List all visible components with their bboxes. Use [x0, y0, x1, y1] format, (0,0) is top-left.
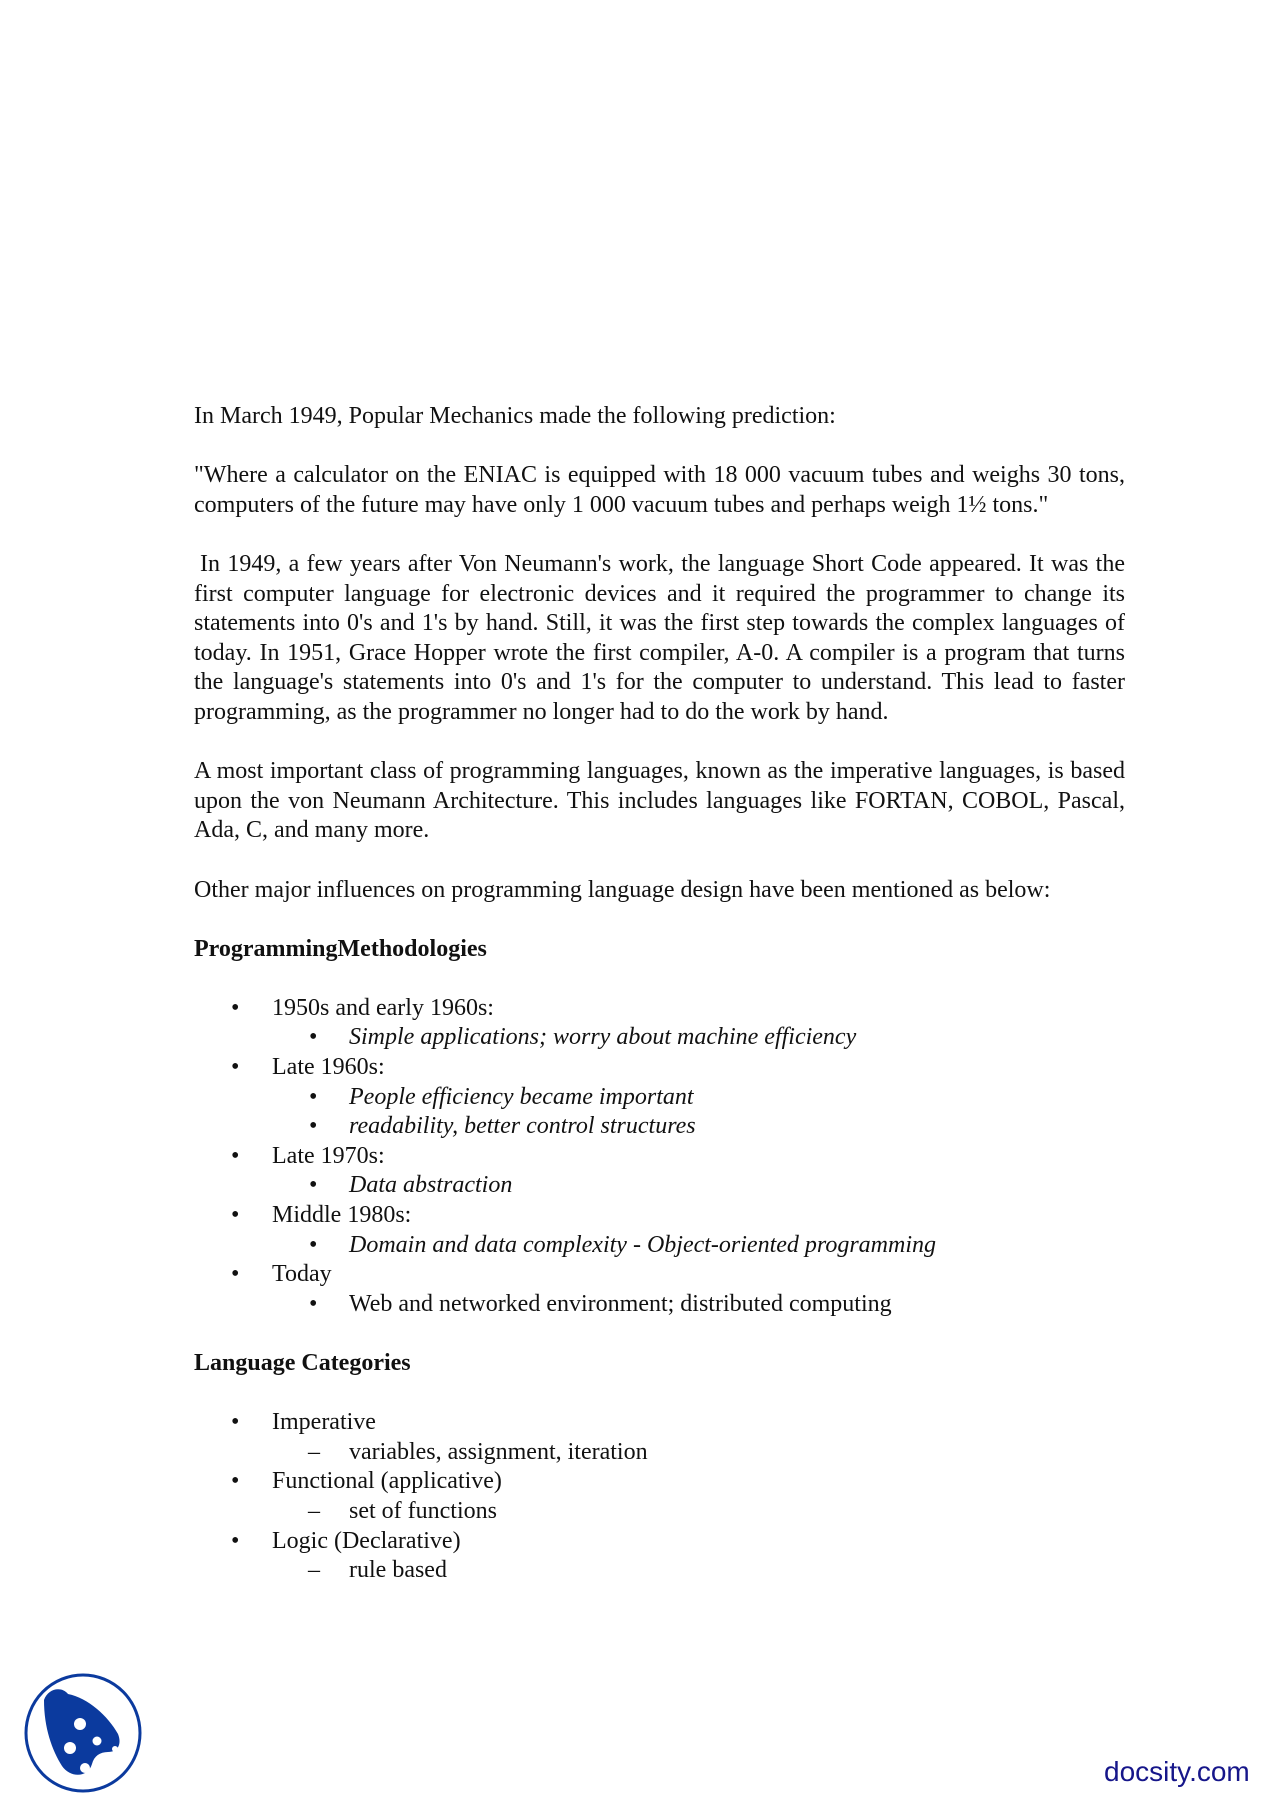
- paragraph-quote: "Where a calculator on the ENIAC is equipped with 18 000 vacuum tubes and weighs 30 tons, computers of the future may have only 1 000 vacuum tubes and perhaps weigh 1½ tons.": [194, 462, 1125, 518]
- sub-list-item: [194, 1290, 1125, 1320]
- list-item-label: Functional (applicative): [272, 1468, 502, 1495]
- sub-list-item-label: Domain and data complexity - Object-oriented programming: [349, 1231, 937, 1258]
- paragraph-influences: Other major influences on programming language design have been mentioned as below:: [194, 876, 1051, 903]
- categories-list: [194, 1408, 1125, 1586]
- sub-list-item-label: rule based: [349, 1557, 447, 1584]
- bullet-icon: •: [231, 994, 240, 1021]
- bullet-icon: •: [309, 1290, 318, 1317]
- bullet-icon: •: [231, 1468, 240, 1495]
- docsity-logo-icon[interactable]: [22, 1672, 144, 1794]
- list-item: [194, 1053, 1125, 1083]
- bullet-icon: •: [309, 1231, 318, 1258]
- sub-list-item: [194, 1556, 1125, 1586]
- paragraph-imperative: A most important class of programming languages, known as the imperative languages, is based upon the von Neumann Architecture. This includes languages like FORTAN, COBOL, Pascal, Ada, C, and many more.: [194, 758, 1125, 844]
- sub-list-item: [194, 1497, 1125, 1527]
- list-item: [194, 1201, 1125, 1231]
- list-item-label: Today: [272, 1261, 332, 1288]
- list-item: [194, 1142, 1125, 1172]
- bullet-icon: •: [309, 1113, 318, 1140]
- dash-icon: –: [308, 1497, 320, 1524]
- bullet-icon: •: [309, 1172, 318, 1199]
- sub-list-item-label: Web and networked environment; distributed computing: [349, 1290, 892, 1317]
- bullet-icon: •: [309, 1024, 318, 1051]
- bullet-icon: •: [231, 1054, 240, 1081]
- list-item: [194, 1527, 1125, 1557]
- list-item: [194, 1408, 1125, 1438]
- paragraph-short-code: In 1949, a few years after Von Neumann's work, the language Short Code appeared. It was the first computer language for electronic devices and it required the programmer to change its statements into 0's and 1's by hand. Still, it was the first step towards the complex languages of today. In 1951, Grace Hopper wrote the first compiler, A-0. A compiler is a program that turns the language's statements into 0's and 1's for the computer to understand. This lead to faster programming, as the programmer no longer had to do the work by hand.: [194, 550, 1125, 725]
- bullet-icon: •: [231, 1409, 240, 1436]
- sub-list-item: [194, 1231, 1125, 1261]
- list-item-label: Imperative: [272, 1409, 376, 1436]
- heading-programming-methodologies: ProgrammingMethodologies: [194, 935, 487, 962]
- bullet-icon: •: [309, 1083, 318, 1110]
- paragraph-intro: In March 1949, Popular Mechanics made the following prediction:: [194, 403, 836, 429]
- bullet-icon: •: [231, 1142, 240, 1169]
- methodologies-list: [194, 994, 1125, 1320]
- list-item: [194, 1467, 1125, 1497]
- list-item-label: Late 1960s:: [272, 1054, 385, 1081]
- list-item-label: Middle 1980s:: [272, 1202, 412, 1229]
- list-item-label: Logic (Declarative): [272, 1527, 461, 1554]
- sub-list-item-label: Simple applications; worry about machine efficiency: [349, 1024, 857, 1051]
- bullet-icon: •: [231, 1261, 240, 1288]
- heading-language-categories: Language Categories: [194, 1350, 411, 1376]
- list-item-label: 1950s and early 1960s:: [272, 994, 494, 1021]
- sub-list-item-label: set of functions: [349, 1497, 497, 1524]
- sub-list-item: [194, 1083, 1125, 1113]
- bullet-icon: •: [231, 1202, 240, 1229]
- list-item: [194, 1260, 1125, 1290]
- sub-list-item-label: readability, better control structures: [349, 1113, 696, 1140]
- sub-list-item-label: variables, assignment, iteration: [349, 1438, 648, 1465]
- sub-list-item-label: Data abstraction: [349, 1172, 513, 1199]
- sub-list-item-label: People efficiency became important: [349, 1083, 694, 1110]
- sub-list-item: [194, 1023, 1125, 1053]
- docsity-brand-link[interactable]: docsity.com: [1104, 1756, 1250, 1787]
- sub-list-item: [194, 1438, 1125, 1468]
- list-item: [194, 994, 1125, 1024]
- sub-list-item: [194, 1112, 1125, 1142]
- bullet-icon: •: [231, 1527, 240, 1554]
- dash-icon: –: [308, 1557, 320, 1584]
- document-body: [194, 402, 1125, 1615]
- sub-list-item: [194, 1171, 1125, 1201]
- dash-icon: –: [308, 1438, 320, 1465]
- list-item-label: Late 1970s:: [272, 1142, 385, 1169]
